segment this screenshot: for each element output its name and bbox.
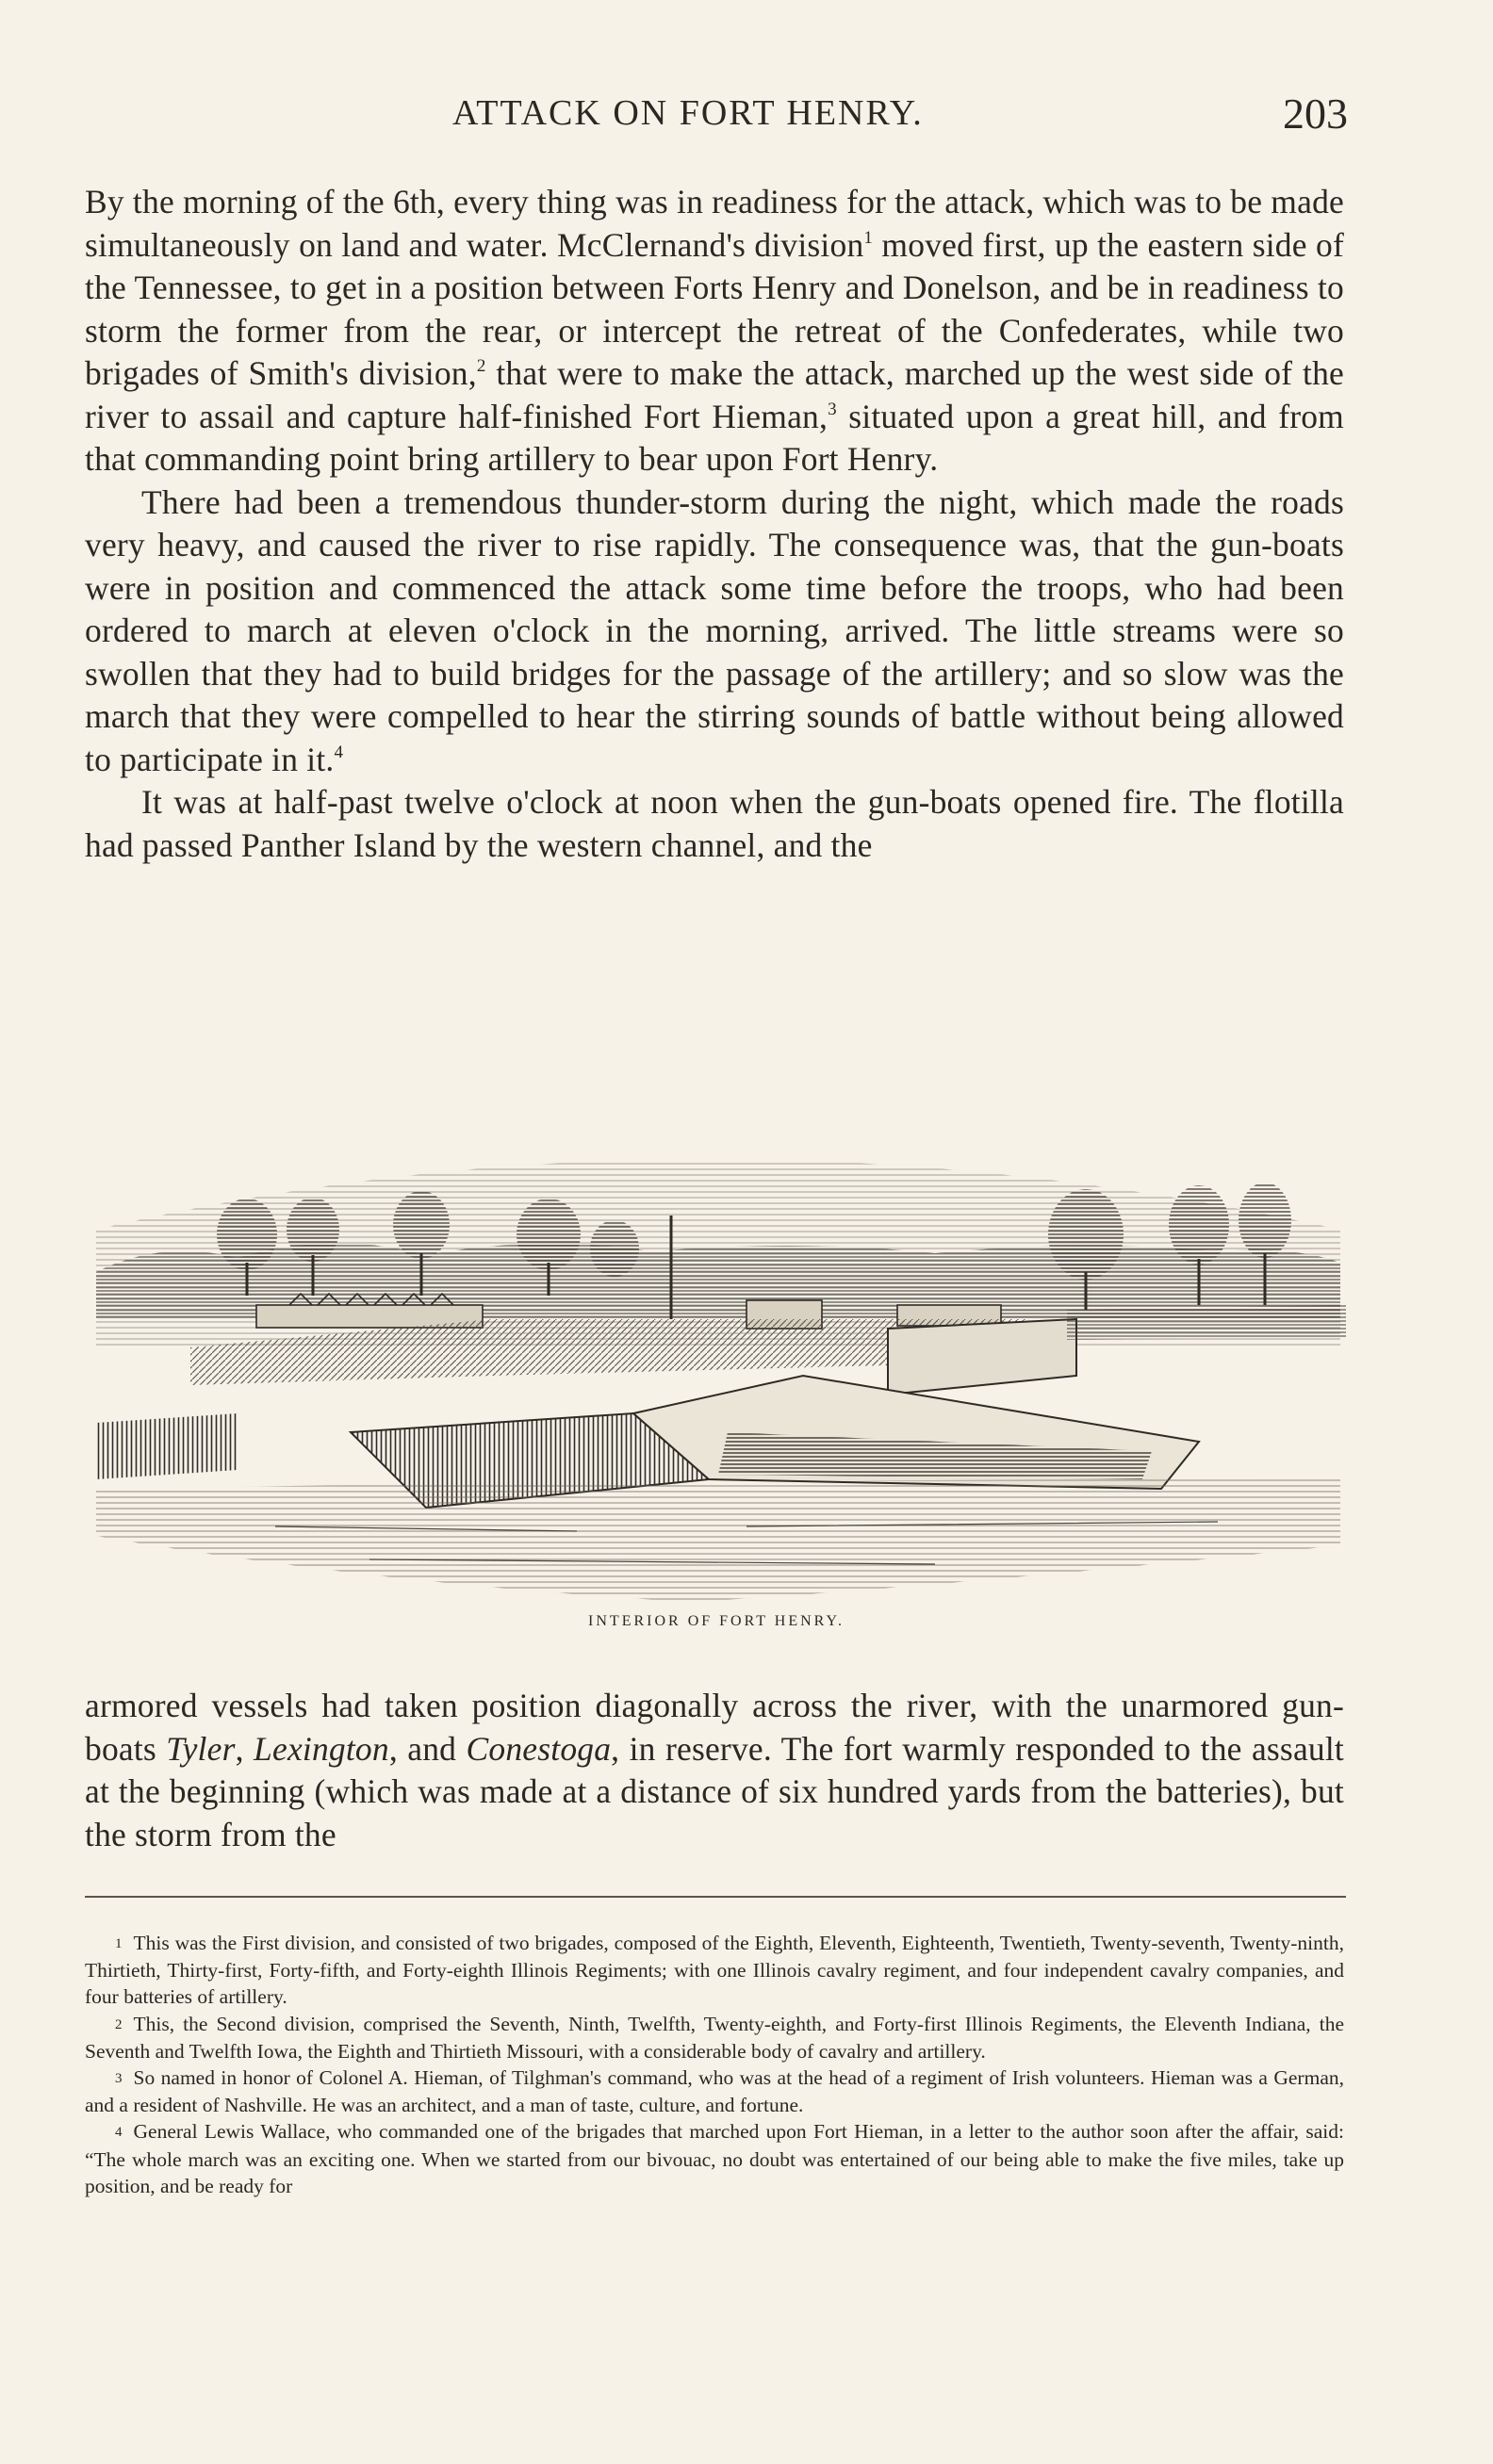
paragraph-4-sep-2: , and — [388, 1729, 467, 1768]
paragraph-1-text-d: situated upon a great hill, and from that commanding point bring artillery to bear upon Fort Henry. — [85, 397, 1344, 478]
paragraph-2 — [85, 481, 1344, 782]
fort-henry-engraving — [87, 1036, 1346, 1602]
footnote-mark-3: 3 — [115, 2071, 123, 2087]
page-number: 203 — [1283, 90, 1348, 138]
footnote-mark-1: 1 — [115, 1936, 123, 1951]
paragraph-4-text-b: , in reserve. The fort warmly responded to the assault at the beginning (which was made at a distance of six hundred yards from the batteries), but the storm from the — [85, 1729, 1344, 1853]
page-header — [141, 92, 1348, 149]
paragraph-1-text-b: moved first, up the eastern side of the Tennessee, to get in a position between Forts Henry and Donelson, and be in readiness to storm the former from the rear, or intercept the retreat of the Confederates, while two brigades of Smith's division, — [85, 225, 1345, 392]
footnote-mark-4: 4 — [115, 2125, 123, 2141]
footnote-text-3: So named in honor of Colonel A. Hieman, of Tilghman's command, who was at the head of a regiment of Irish volunteers. Hieman was a German, and a resident of Nashville. He was an architect, and a man of taste, culture, and fortune. — [85, 2066, 1344, 2117]
body-text-upper — [85, 181, 1344, 867]
paragraph-3 — [85, 781, 1344, 867]
footnote-text-4: General Lewis Wallace, who commanded one of the brigades that marched upon Fort Hieman, in a letter to the author soon after the affair, said: “The whole march was an exciting one. When we started from our bivouac, no doubt was entertained of our being able to make the five miles, take up position, and be ready for — [85, 2120, 1344, 2197]
paragraph-4 — [85, 1685, 1344, 1856]
ship-name-tyler: Tyler — [166, 1729, 236, 1768]
footnote-2 — [85, 2011, 1344, 2064]
paragraph-4-text-a: armored vessels had taken position diagonally across the river, with the unarmored gun-boats — [85, 1687, 1344, 1768]
figure-caption: INTERIOR OF FORT HENRY. — [588, 1613, 845, 1629]
footnote-text-2: This, the Second division, comprised the Seventh, Ninth, Twelfth, Twenty-eighth, and Forty-first Illinois Regiments, the Eleventh Indiana, the Seventh and Twelfth Iowa, the Eighth and Thirtieth Missouri, with a considerable body of cavalry and artillery. — [85, 2012, 1344, 2063]
paragraph-1-text-a: By the morning of the 6th, every thing was in readiness for the attack, which was to be made simultaneously on land and water. McClernand's division — [85, 183, 1344, 264]
footnote-1 — [85, 1930, 1344, 2011]
footnote-3 — [85, 2064, 1344, 2118]
engraving-figure — [87, 1036, 1346, 1629]
ship-name-lexington: Lexington — [254, 1729, 389, 1768]
ship-name-conestoga: Conestoga — [466, 1729, 612, 1768]
footnote-4 — [85, 2118, 1344, 2199]
paragraph-1-text-c: that were to make the attack, marched up the west side of the river to assail and capture half-finished Fort Hieman, — [85, 354, 1344, 435]
footnote-divider — [85, 1896, 1346, 1898]
footnote-ref-4: 4 — [334, 742, 344, 762]
footnote-ref-3: 3 — [828, 399, 837, 419]
paragraph-3-text: It was at half-past twelve o'clock at noon when the gun-boats opened fire. The flotilla had passed Panther Island by the western channel, and the — [85, 783, 1344, 864]
footnote-mark-2: 2 — [115, 2016, 123, 2032]
paragraph-2-text: There had been a tremendous thunder-storm during the night, which made the roads very heavy, and caused the river to rise rapidly. The consequence was, that the gun-boats were in position and commenced the attack some time before the troops, who had been ordered to march at eleven o'clock in the morning, arrived. The little streams were so swollen that they had to build bridges for the passage of the artillery; and so slow was the march that they were compelled to hear the stirring sounds of battle without being allowed to participate in it. — [85, 482, 1344, 778]
footnote-ref-2: 2 — [476, 356, 486, 376]
running-head: ATTACK ON FORT HENRY. — [452, 93, 924, 133]
footnotes — [85, 1930, 1344, 2199]
footnote-text-1: This was the First division, and consisted of two brigades, composed of the Eighth, Eleventh, Eighteenth, Twentieth, Twenty-seventh, Twenty-ninth, Thirtieth, Thirty-first, Forty-fifth, and Forty-eighth Illinois Regiments; with one Illinois cavalry regiment, and four independent cavalry companies, and four batteries of artillery. — [85, 1932, 1344, 2009]
footnote-ref-1: 1 — [863, 227, 874, 248]
paragraph-4-sep-1: , — [235, 1729, 254, 1768]
paragraph-1 — [85, 181, 1344, 481]
body-text-lower — [85, 1685, 1344, 1856]
